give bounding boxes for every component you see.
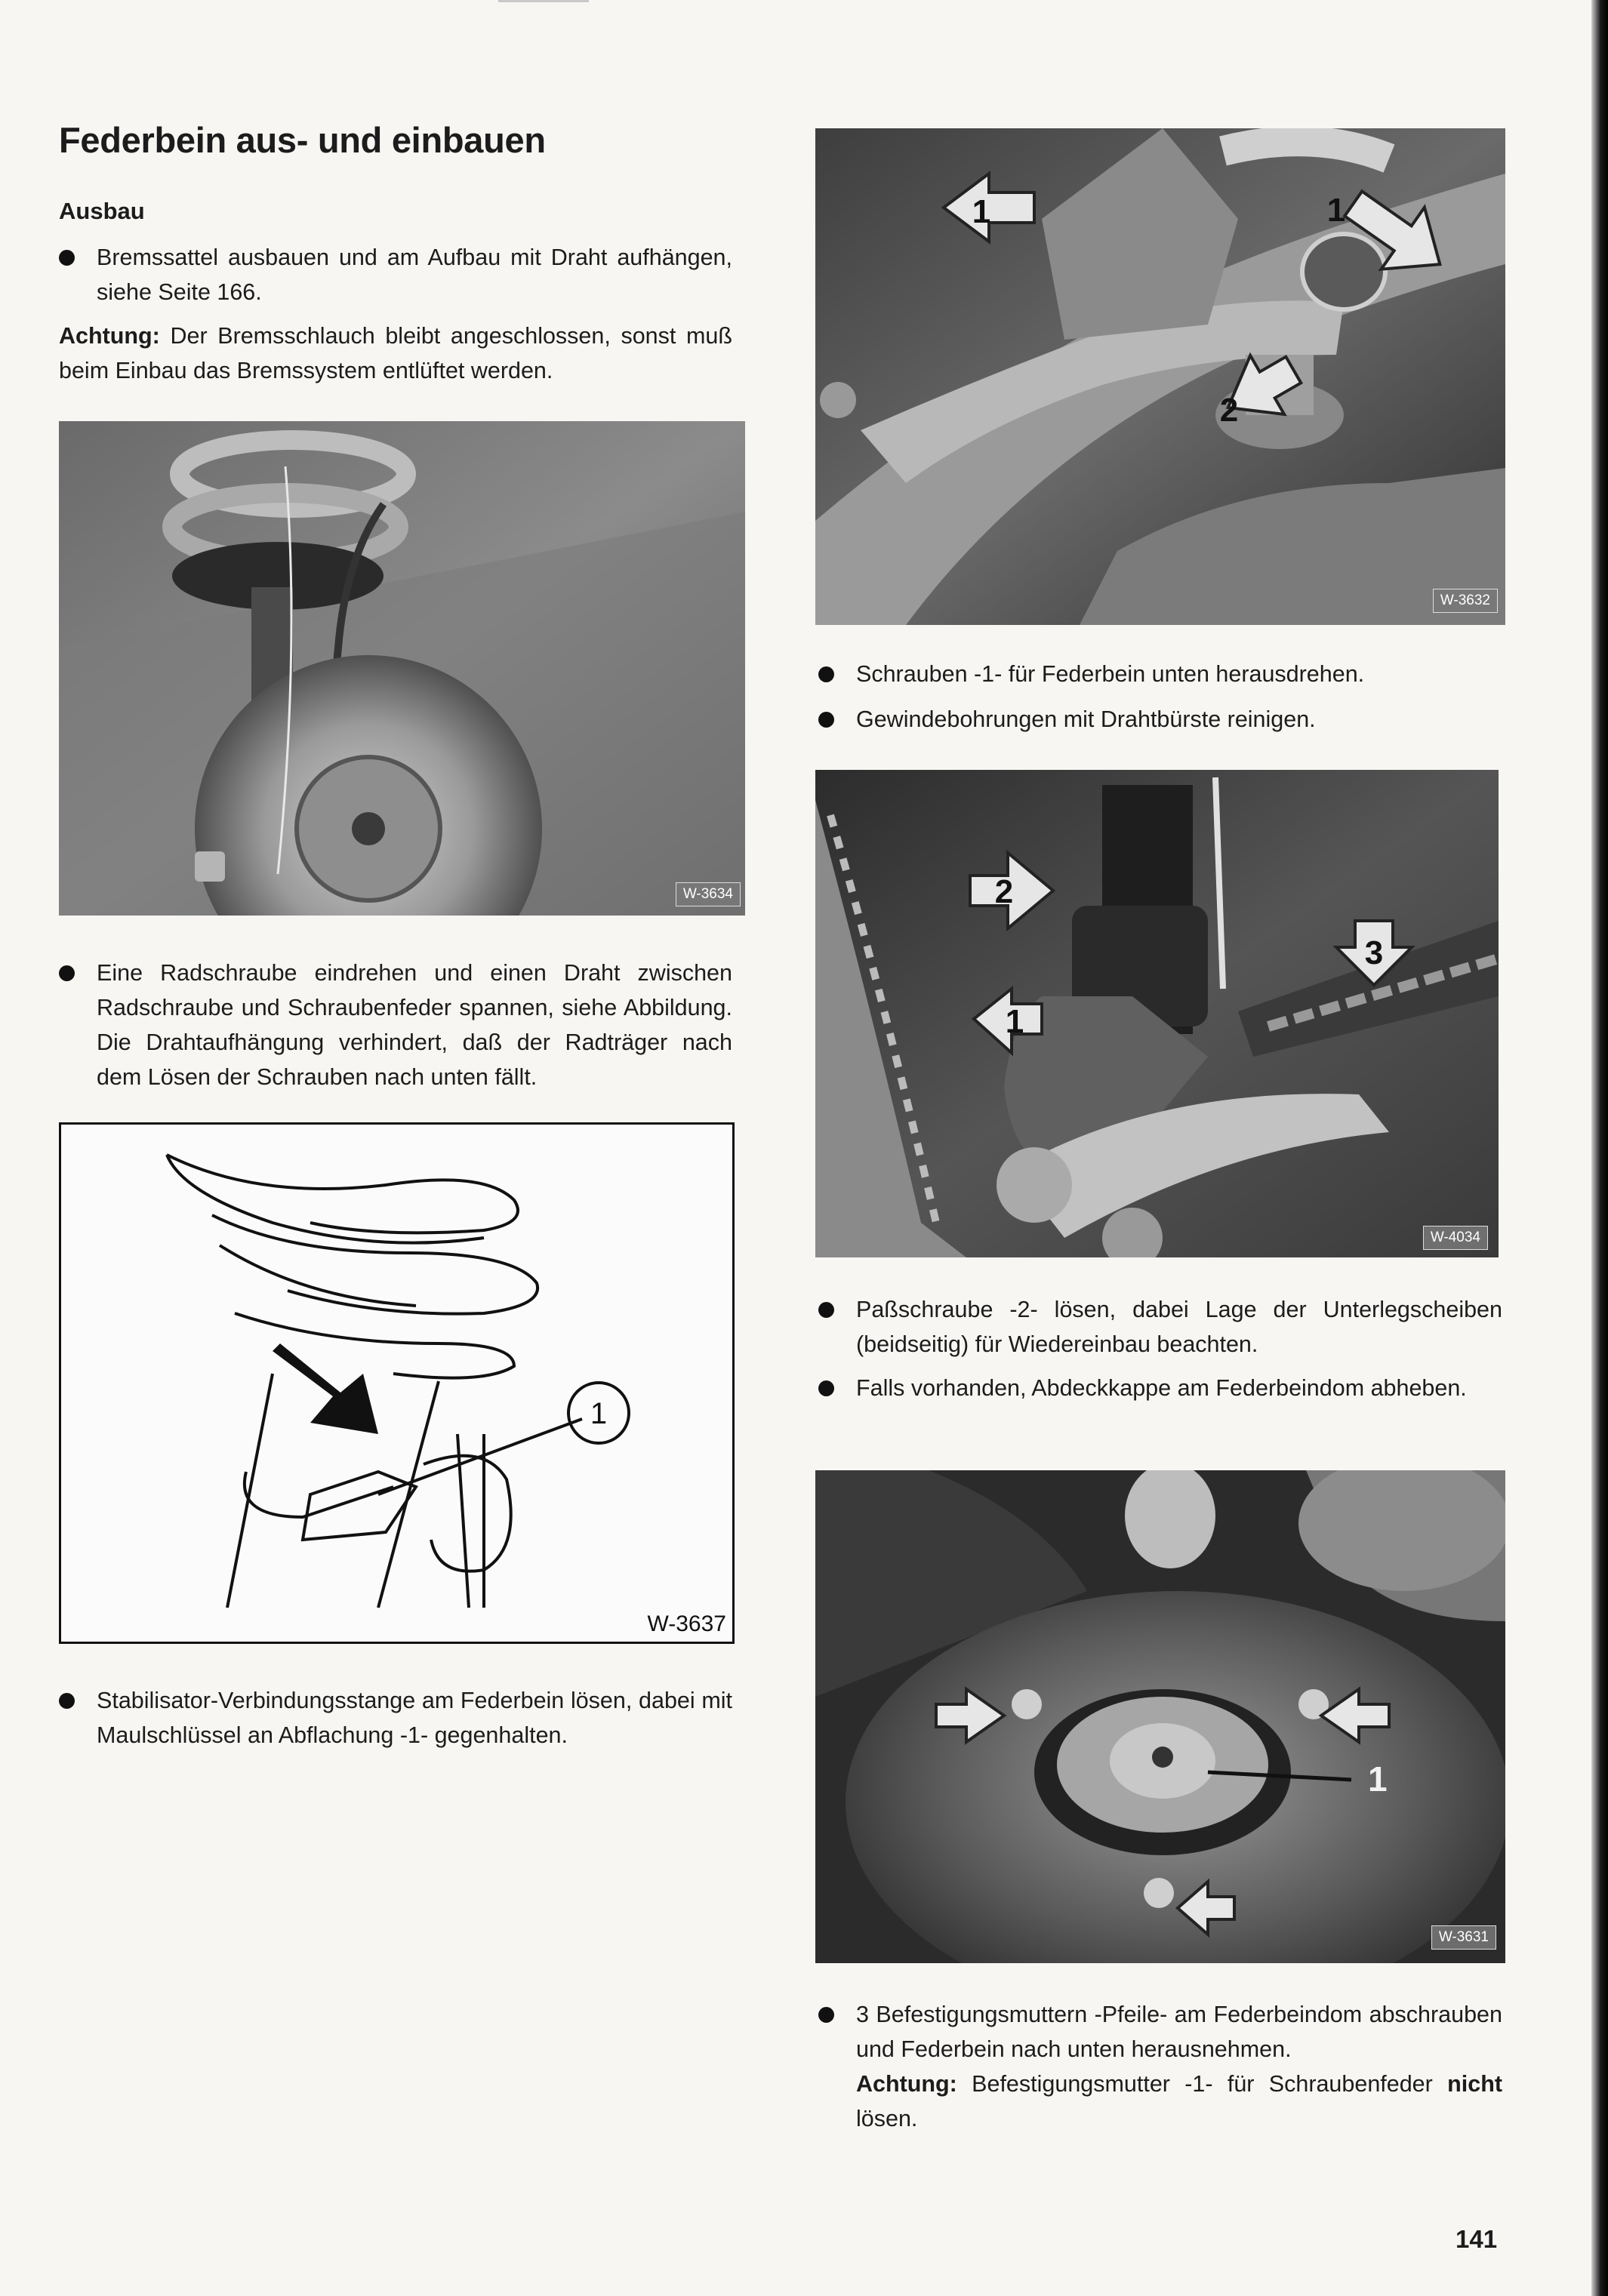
- photo-b-mark-2: 2: [994, 873, 1014, 910]
- drawing-stabilizer-link: [59, 1122, 735, 1644]
- photo-b-mark-1: 1: [1005, 1003, 1024, 1040]
- photo-code: W-4034: [1423, 1226, 1488, 1250]
- step-cover-cap: Falls vorhanden, Abdeckkappe am Federbeindom abheben.: [856, 1371, 1502, 1405]
- step-remove-bolts: Schrauben -1- für Federbein unten herausdrehen.: [856, 657, 1502, 691]
- photo-c-callout: 1: [1368, 1759, 1388, 1799]
- note2-text: Befestigungsmutter -1- für Schraubenfeder: [972, 2071, 1433, 2097]
- section-heading: Ausbau: [59, 198, 145, 224]
- step-clean-threads: Gewindebohrungen mit Drahtbürste reinigen.: [856, 702, 1502, 737]
- photo-strut-wire: [59, 421, 745, 916]
- drawing-stabilizer-link-image: [61, 1125, 732, 1642]
- photo-code: W-3634: [676, 882, 741, 906]
- photo-a-mark-2: 2: [1219, 392, 1239, 429]
- step-wire-support: Eine Radschraube eindrehen und einen Draht zwischen Radschraube und Schraubenfeder spannen, siehe Abbildung. Die Drahtaufhängung verhindert, daß der Radträger nach dem Lösen der Schrauben nach unten fällt.: [97, 956, 732, 1094]
- note2-text-end: lösen.: [856, 2106, 918, 2131]
- scan-page-edge: [1591, 0, 1608, 2296]
- drawing-code: W-3637: [647, 1611, 726, 1636]
- step-stabilizer-link: Stabilisator-Verbindungsstange am Federbein lösen, dabei mit Maulschlüssel an Abflachung -1- gegenhalten.: [97, 1683, 732, 1753]
- step-fitted-bolt: Paßschraube -2- lösen, dabei Lage der Unterlegscheiben (beidseitig) für Wiedereinbau beachten.: [856, 1292, 1502, 1362]
- drawing-callout-1: 1: [590, 1397, 608, 1430]
- note-brake-hose: [59, 319, 732, 388]
- photo-strut-wire-image: [59, 421, 745, 916]
- page-title: Federbein aus- und einbauen: [59, 120, 546, 160]
- photo-b-mark-3: 3: [1364, 934, 1384, 971]
- photo-a-mark-1b: 1: [1326, 192, 1346, 229]
- photo-lower-bolts: [815, 128, 1505, 625]
- note2-emphasis: nicht: [1447, 2071, 1502, 2097]
- scan-top-rule: [498, 0, 589, 2]
- note2-label: Achtung:: [856, 2071, 957, 2097]
- photo-code: W-3632: [1433, 589, 1498, 613]
- photo-a-mark-1: 1: [972, 193, 991, 230]
- note-text: Der Bremsschlauch bleibt angeschlossen, sonst muß beim Einbau das Bremssystem entlüftet werden.: [59, 323, 732, 383]
- page-number: 141: [1456, 2225, 1498, 2253]
- photo-fitted-bolt: [815, 770, 1499, 1257]
- photo-fitted-bolt-image: [815, 770, 1499, 1257]
- note-label: Achtung:: [59, 323, 160, 349]
- photo-strut-dome: [815, 1470, 1505, 1963]
- photo-strut-dome-image: [815, 1470, 1505, 1963]
- step-remove-caliper: Bremssattel ausbauen und am Aufbau mit Draht aufhängen, siehe Seite 166.: [97, 240, 732, 309]
- note-spring-nut: [856, 2067, 1502, 2136]
- photo-lower-bolts-image: [815, 128, 1505, 625]
- step-dome-nuts: 3 Befestigungsmuttern -Pfeile- am Federbeindom abschrauben und Federbein nach unten herausnehmen.: [856, 1997, 1502, 2067]
- photo-code: W-3631: [1431, 1925, 1496, 1950]
